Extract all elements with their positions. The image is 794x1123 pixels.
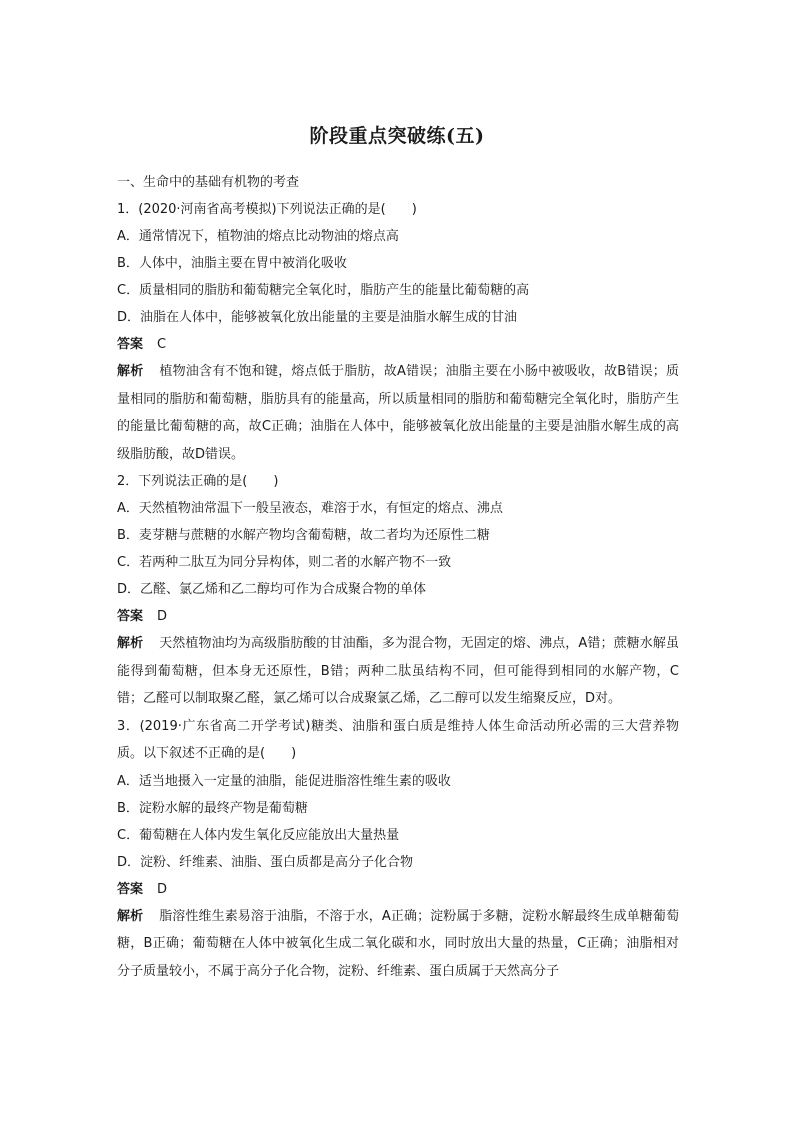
- answer-label: 答案: [117, 609, 144, 624]
- q2-answer: [117, 603, 679, 630]
- q2-explanation-text: 天然植物油均为高级脂肪酸的甘油酯，多为混合物，无固定的熔、沸点，A错；蔗糖水解虽能得到葡萄糖，但本身无还原性，B错；两种二肽虽结构不同，但可能得到相同的水解产物，C错；乙醛可以制取聚乙醛，氯乙烯可以合成聚氯乙烯，乙二醇可以发生缩聚反应，D对。: [117, 636, 679, 706]
- explain-label: 解析: [117, 636, 144, 651]
- q1-explanation: [117, 358, 679, 468]
- explain-label: 解析: [117, 908, 144, 924]
- q2-option-d: D．乙醛、氯乙烯和乙二醇均可作为合成聚合物的单体: [117, 582, 427, 597]
- q1-answer-value: C: [157, 337, 167, 352]
- q3-stem: 3．(2019·广东省高二开学考试)糖类、油脂和蛋白质是维持人体生命活动所必需的三大营养物质。以下叙述不正确的是( ): [117, 718, 679, 761]
- q2-answer-value: D: [157, 609, 168, 624]
- q3-option-a: A．适当地摄入一定量的油脂，能促进脂溶性维生素的吸收: [117, 773, 451, 789]
- q3-answer-value: D: [157, 881, 168, 897]
- q1-option-a: A．通常情况下，植物油的熔点比动物油的熔点高: [117, 229, 399, 244]
- q2-stem: 2．下列说法正确的是( ): [117, 474, 279, 489]
- q2-option-b: B．麦芽糖与蔗糖的水解产物均含葡萄糖，故二者均为还原性二糖: [117, 528, 490, 543]
- q1-answer: [117, 331, 679, 358]
- q3-explanation: [117, 903, 679, 986]
- section-heading: 一、生命中的基础有机物的考查: [117, 175, 300, 190]
- q2-option-a: A．天然植物油常温下一般呈液态，难溶于水，有恒定的熔点、沸点: [117, 501, 503, 516]
- content: [117, 169, 679, 985]
- q1-explanation-text: 植物油含有不饱和键，熔点低于脂肪，故A错误；油脂主要在小肠中被吸收，故B错误；质量相同的脂肪和葡萄糖，脂肪具有的能量高，所以质量相同的脂肪和葡萄糖完全氧化时，脂肪产生的能量比葡萄糖的高，故C正确；油脂在人体中，能够被氧化放出能量的主要是油脂水解生成的高级脂肪酸，故D错误。: [117, 364, 679, 462]
- q2-explanation: [117, 630, 679, 713]
- answer-label: 答案: [117, 881, 144, 897]
- q3-option-d: D．淀粉、纤维素、油脂、蛋白质都是高分子化合物: [117, 854, 414, 870]
- q2-option-c: C．若两种二肽互为同分异构体，则二者的水解产物不一致: [117, 555, 452, 570]
- q1-stem: 1．(2020·河南省高考模拟)下列说法正确的是( ): [117, 202, 417, 217]
- page-title: 阶段重点突破练(五): [309, 125, 485, 147]
- q1-option-c: C．质量相同的脂肪和葡萄糖完全氧化时，脂肪产生的能量比葡萄糖的高: [117, 283, 530, 298]
- q3-answer: [117, 876, 679, 903]
- q1-option-b: B．人体中，油脂主要在胃中被消化吸收: [117, 256, 347, 271]
- q3-option-c: C．葡萄糖在人体内发生氧化反应能放出大量热量: [117, 827, 400, 843]
- q1-option-d: D．油脂在人体中，能够被氧化放出能量的主要是油脂水解生成的甘油: [117, 310, 518, 325]
- q3-explanation-text: 脂溶性维生素易溶于油脂，不溶于水，A正确；淀粉属于多糖，淀粉水解最终生成单糖葡萄糖，B正确；葡萄糖在人体中被氧化生成二氧化碳和水，同时放出大量的热量，C正确；油脂相对分子质量较小，不属于高分子化合物，淀粉、纤维素、蛋白质属于天然高分子: [117, 908, 679, 979]
- q3-option-b: B．淀粉水解的最终产物是葡萄糖: [117, 800, 308, 816]
- explain-label: 解析: [117, 364, 144, 379]
- answer-label: 答案: [117, 337, 144, 352]
